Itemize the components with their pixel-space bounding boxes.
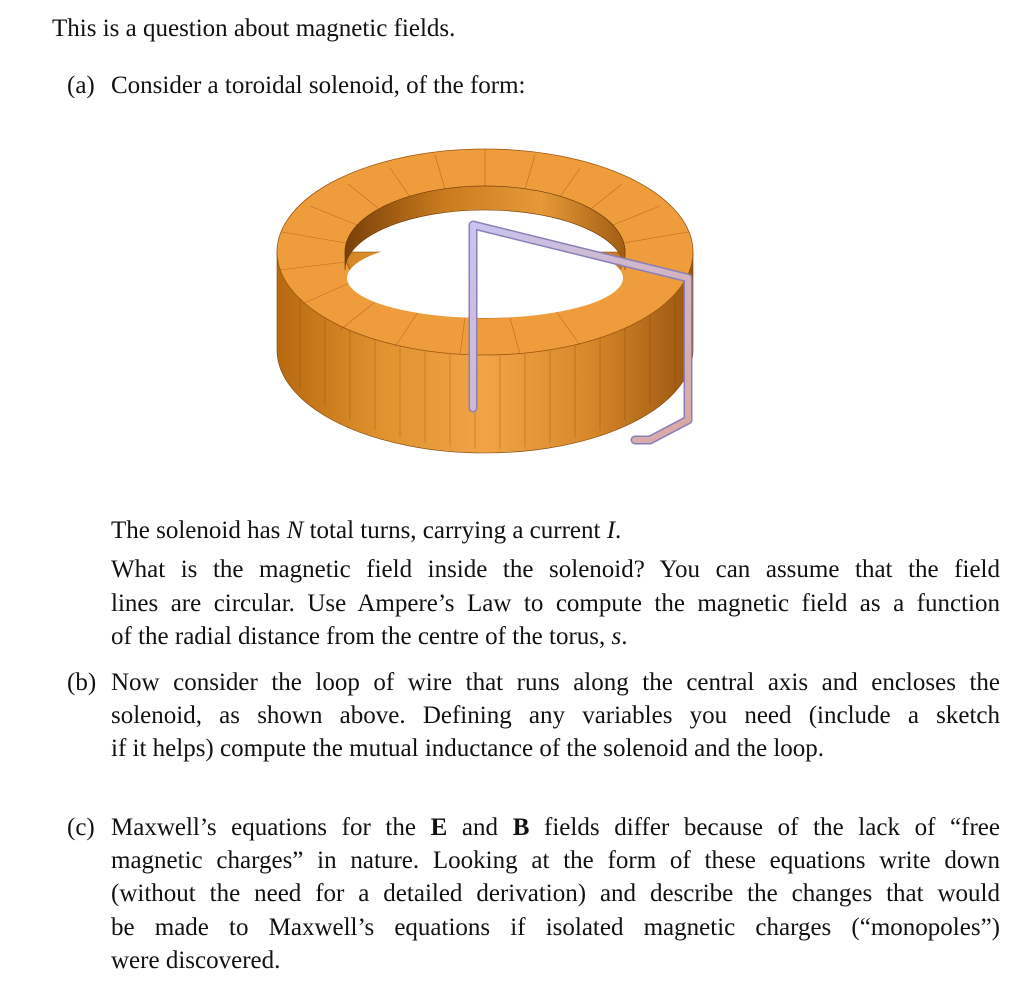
part-c-text-3: fields differ because of the lack of “free (529, 814, 1000, 841)
field-e: E (430, 814, 448, 841)
part-b-line3: if it helps) compute the mutual inductance of the solenoid and the loop. (111, 735, 825, 762)
part-a-line4-end: . (621, 623, 628, 650)
part-a-text-3: . (615, 517, 622, 544)
part-c-line4: be made to Maxwell’s equations if isolated magnetic charges (“monopoles”) (111, 914, 1000, 941)
part-c-line3: (without the need for a detailed derivation) and describe the changes that would (111, 880, 1000, 907)
part-a-text-2: total turns, carrying a current (303, 517, 607, 544)
part-a-prompt: Consider a toroidal solenoid, of the form: (111, 72, 526, 99)
part-a-line4-text: of the radial distance from the centre of the torus, (111, 623, 612, 650)
part-a-label: (a) (67, 72, 95, 99)
part-a-line3: lines are circular. Use Ampere’s Law to compute the magnetic field as a function (111, 590, 1000, 617)
part-c-text-1: Maxwell’s equations for the (111, 814, 431, 841)
part-b-line2: solenoid, as shown above. Defining any variables you need (include a sketch (111, 702, 1000, 729)
toroidal-solenoid-figure (270, 140, 700, 510)
part-c-line1 (111, 813, 1000, 843)
part-a-line1 (111, 516, 621, 546)
variable-s: s (611, 623, 622, 650)
part-a-line4 (111, 622, 628, 652)
field-b: B (512, 814, 530, 841)
part-c-line5: were discovered. (111, 947, 281, 974)
part-a-line2: What is the magnetic field inside the solenoid? You can assume that the field (111, 556, 1000, 583)
part-b-line1: Now consider the loop of wire that runs along the central axis and encloses the (111, 669, 1000, 696)
intro-text: This is a question about magnetic fields. (52, 15, 456, 42)
part-b-label: (b) (67, 669, 97, 696)
part-c-line2: magnetic charges” in nature. Looking at the form of these equations write down (111, 847, 1000, 874)
variable-i: I (606, 517, 616, 544)
part-c-label: (c) (67, 814, 95, 841)
part-a-text-1: The solenoid has (111, 517, 287, 544)
part-c-text-2: and (447, 814, 513, 841)
variable-n: N (286, 517, 304, 544)
